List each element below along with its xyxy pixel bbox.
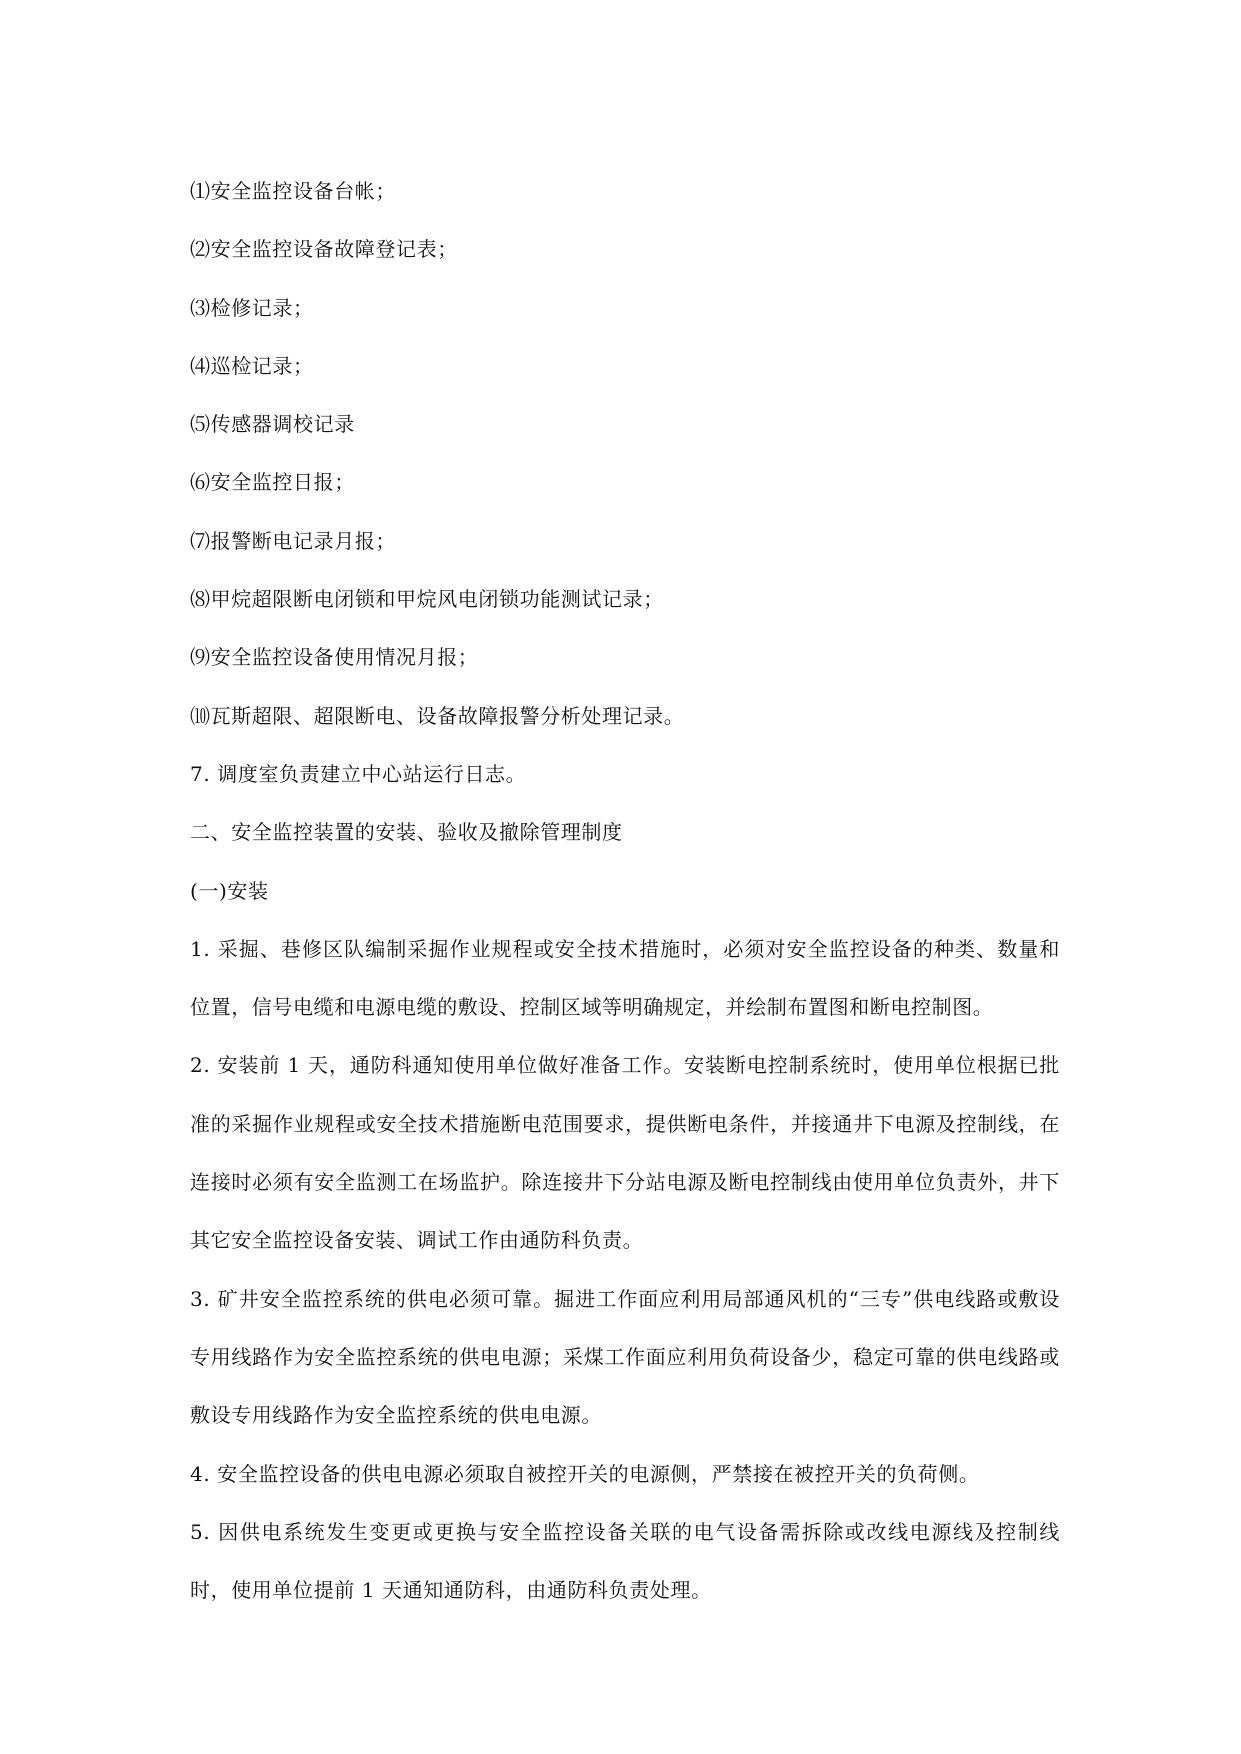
list-item-alarm-monthly: ⑺报警断电记录月报； [190, 528, 396, 553]
list-item-fault-register: ⑵安全监控设备故障登记表； [190, 237, 458, 262]
paragraph-item-5: 5. 因供电系统发生变更或更换与安全监控设备关联的电气设备需拆除或改线电源线及控制线时，使用单位提前 1 天通知通防科，由通防科负责处理。 [190, 1519, 1060, 1603]
list-item-gas-analysis: ⑽瓦斯超限、超限断电、设备故障报警分析处理记录。 [190, 703, 685, 728]
section-heading: 二、安全监控装置的安装、验收及撤除管理制度 [190, 820, 623, 845]
list-item-ledger: ⑴安全监控设备台帐； [190, 179, 396, 203]
paragraph-dispatch-log: 7. 调度室负责建立中心站运行日志。 [190, 761, 527, 786]
list-item-inspection-record: ⑷巡检记录； [190, 353, 314, 378]
list-item-methane-lock-test: ⑻甲烷超限断电闭锁和甲烷风电闭锁功能测试记录； [190, 587, 664, 612]
list-item-sensor-calibration: ⑸传感器调校记录 [190, 412, 355, 437]
list-item-repair-record: ⑶检修记录； [190, 295, 314, 320]
list-item-daily-report: ⑹安全监控日报； [190, 470, 355, 495]
paragraph-item-4: 4. 安全监控设备的供电电源必须取自被控开关的电源侧，严禁接在被控开关的负荷侧。 [190, 1461, 980, 1486]
paragraph-item-3: 3. 矿井安全监控系统的供电必须可靠。掘进工作面应利用局部通风机的“三专”供电线路或敷设专用线路作为安全监控系统的供电电源；采煤工作面应利用负荷设备少，稳定可靠的供电线路或敷设专用线路作为安全监控系统的供电电源。 [190, 1286, 1060, 1428]
subsection-heading: (一)安装 [190, 878, 269, 903]
list-item-usage-monthly: ⑼安全监控设备使用情况月报； [190, 645, 479, 670]
document-body [190, 162, 1060, 1619]
paragraph-item-1: 1. 采掘、巷修区队编制采掘作业规程或安全技术措施时，必须对安全监控设备的种类、数量和位置，信号电缆和电源电缆的敷设、控制区域等明确规定，并绘制布置图和断电控制图。 [190, 936, 1060, 1020]
paragraph-item-2: 2. 安装前 1 天，通防科通知使用单位做好准备工作。安装断电控制系统时，使用单位根据已批准的采掘作业规程或安全技术措施断电范围要求，提供断电条件，并接通井下电源及控制线，在连接时必须有安全监测工在场监护。除连接井下分站电源及断电控制线由使用单位负责外，井下其它安全监控设备安装、调试工作由通防科负责。 [190, 1053, 1060, 1253]
